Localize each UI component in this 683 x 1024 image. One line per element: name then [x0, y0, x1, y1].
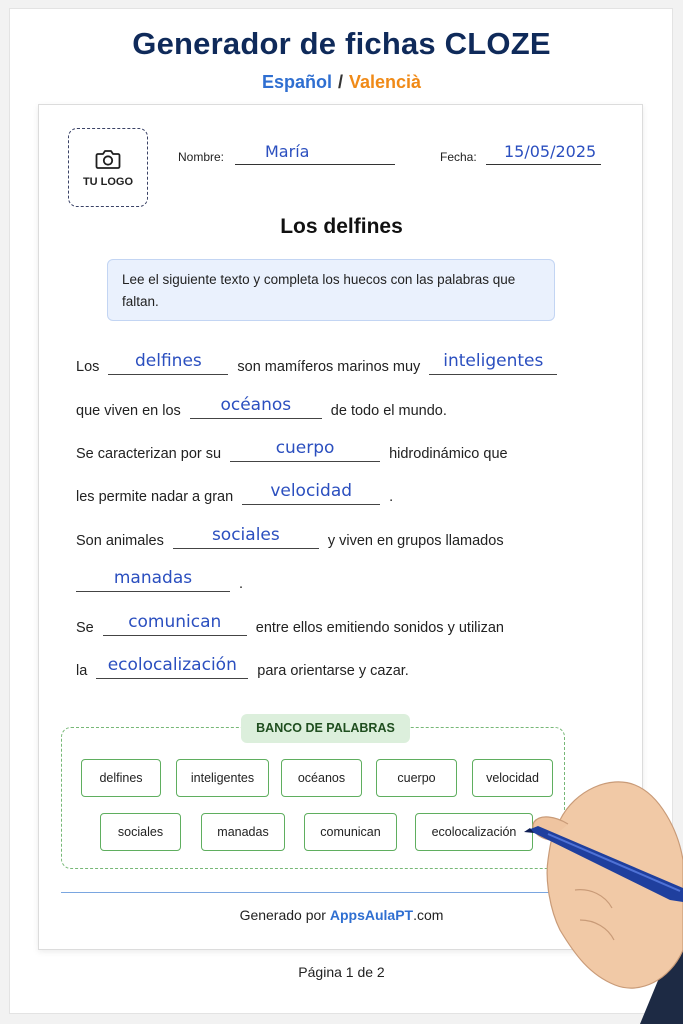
text-line-4	[76, 479, 393, 505]
blank-field[interactable]: sociales	[173, 523, 319, 549]
line-text: de todo el mundo.	[330, 403, 447, 419]
blank-field[interactable]: comunican	[103, 610, 247, 636]
logo-label: TU LOGO	[82, 175, 134, 188]
line-text: para orientarse y cazar.	[257, 663, 409, 679]
line-text: que viven en los	[76, 403, 181, 419]
text-line-5	[76, 523, 504, 549]
word-chip[interactable]: océanos	[281, 759, 362, 797]
language-va[interactable]: Valencià	[348, 72, 422, 92]
word-chip[interactable]: ecolocalización	[415, 813, 533, 851]
date-field[interactable]: 15/05/2025	[486, 141, 601, 165]
line-text: les permite nadar a gran	[76, 489, 234, 505]
line-text: entre ellos emitiendo sonidos y utilizan	[255, 620, 504, 636]
app-title: Generador de fichas CLOZE	[132, 26, 551, 61]
blank-field[interactable]: océanos	[190, 393, 322, 419]
line-text: Son animales	[76, 533, 164, 549]
line-text: son mamíferos marinos muy	[237, 359, 421, 375]
blank-field[interactable]: manadas	[76, 566, 230, 592]
text-line-1	[76, 349, 566, 375]
hand-with-pen-image	[520, 770, 683, 1024]
word-chip[interactable]: cuerpo	[376, 759, 457, 797]
line-text: .	[239, 576, 244, 592]
word-chip[interactable]: delfines	[81, 759, 161, 797]
blank-field[interactable]: cuerpo	[230, 436, 380, 462]
text-line-7	[76, 610, 504, 636]
page-indicator: Página 1 de 2	[298, 964, 385, 980]
word-chip[interactable]: comunican	[304, 813, 397, 851]
footer-suffix: .com	[413, 907, 444, 923]
footer-prefix: Generado por	[239, 907, 326, 923]
name-label: Nombre:	[178, 150, 225, 164]
word-bank	[61, 721, 565, 869]
footer-brand-link[interactable]: AppsAulaPT	[329, 907, 414, 923]
camera-icon	[95, 148, 121, 170]
date-label: Fecha:	[440, 150, 477, 164]
word-chip[interactable]: inteligentes	[176, 759, 269, 797]
logo-placeholder[interactable]	[68, 128, 148, 207]
line-text: Se	[76, 620, 94, 636]
word-chip[interactable]: sociales	[100, 813, 181, 851]
language-selector	[0, 72, 683, 93]
line-text: y viven en grupos llamados	[327, 533, 504, 549]
word-chip[interactable]: manadas	[201, 813, 285, 851]
text-line-3	[76, 436, 508, 462]
language-separator: /	[337, 72, 343, 92]
line-text: Se caracterizan por su	[76, 446, 222, 462]
blank-field[interactable]: inteligentes	[429, 349, 557, 375]
language-es[interactable]: Español	[261, 72, 332, 92]
blank-field[interactable]: delfines	[108, 349, 228, 375]
line-text: hidrodinámico que	[389, 446, 508, 462]
name-field[interactable]: María	[235, 141, 395, 165]
instructions-box: Lee el siguiente texto y completa los huecos con las palabras que faltan.	[107, 259, 555, 321]
text-line-2	[76, 393, 447, 419]
text-line-6	[76, 566, 243, 592]
word-chip[interactable]: velocidad	[472, 759, 553, 797]
text-line-8	[76, 653, 409, 679]
line-text: .	[389, 489, 394, 505]
blank-field[interactable]: velocidad	[242, 479, 380, 505]
line-text: la	[76, 663, 88, 679]
line-text: Los	[76, 359, 100, 375]
word-bank-label: BANCO DE PALABRAS	[241, 714, 410, 743]
blank-field[interactable]: ecolocalización	[96, 653, 248, 679]
worksheet-title: Los delfines	[280, 215, 403, 238]
